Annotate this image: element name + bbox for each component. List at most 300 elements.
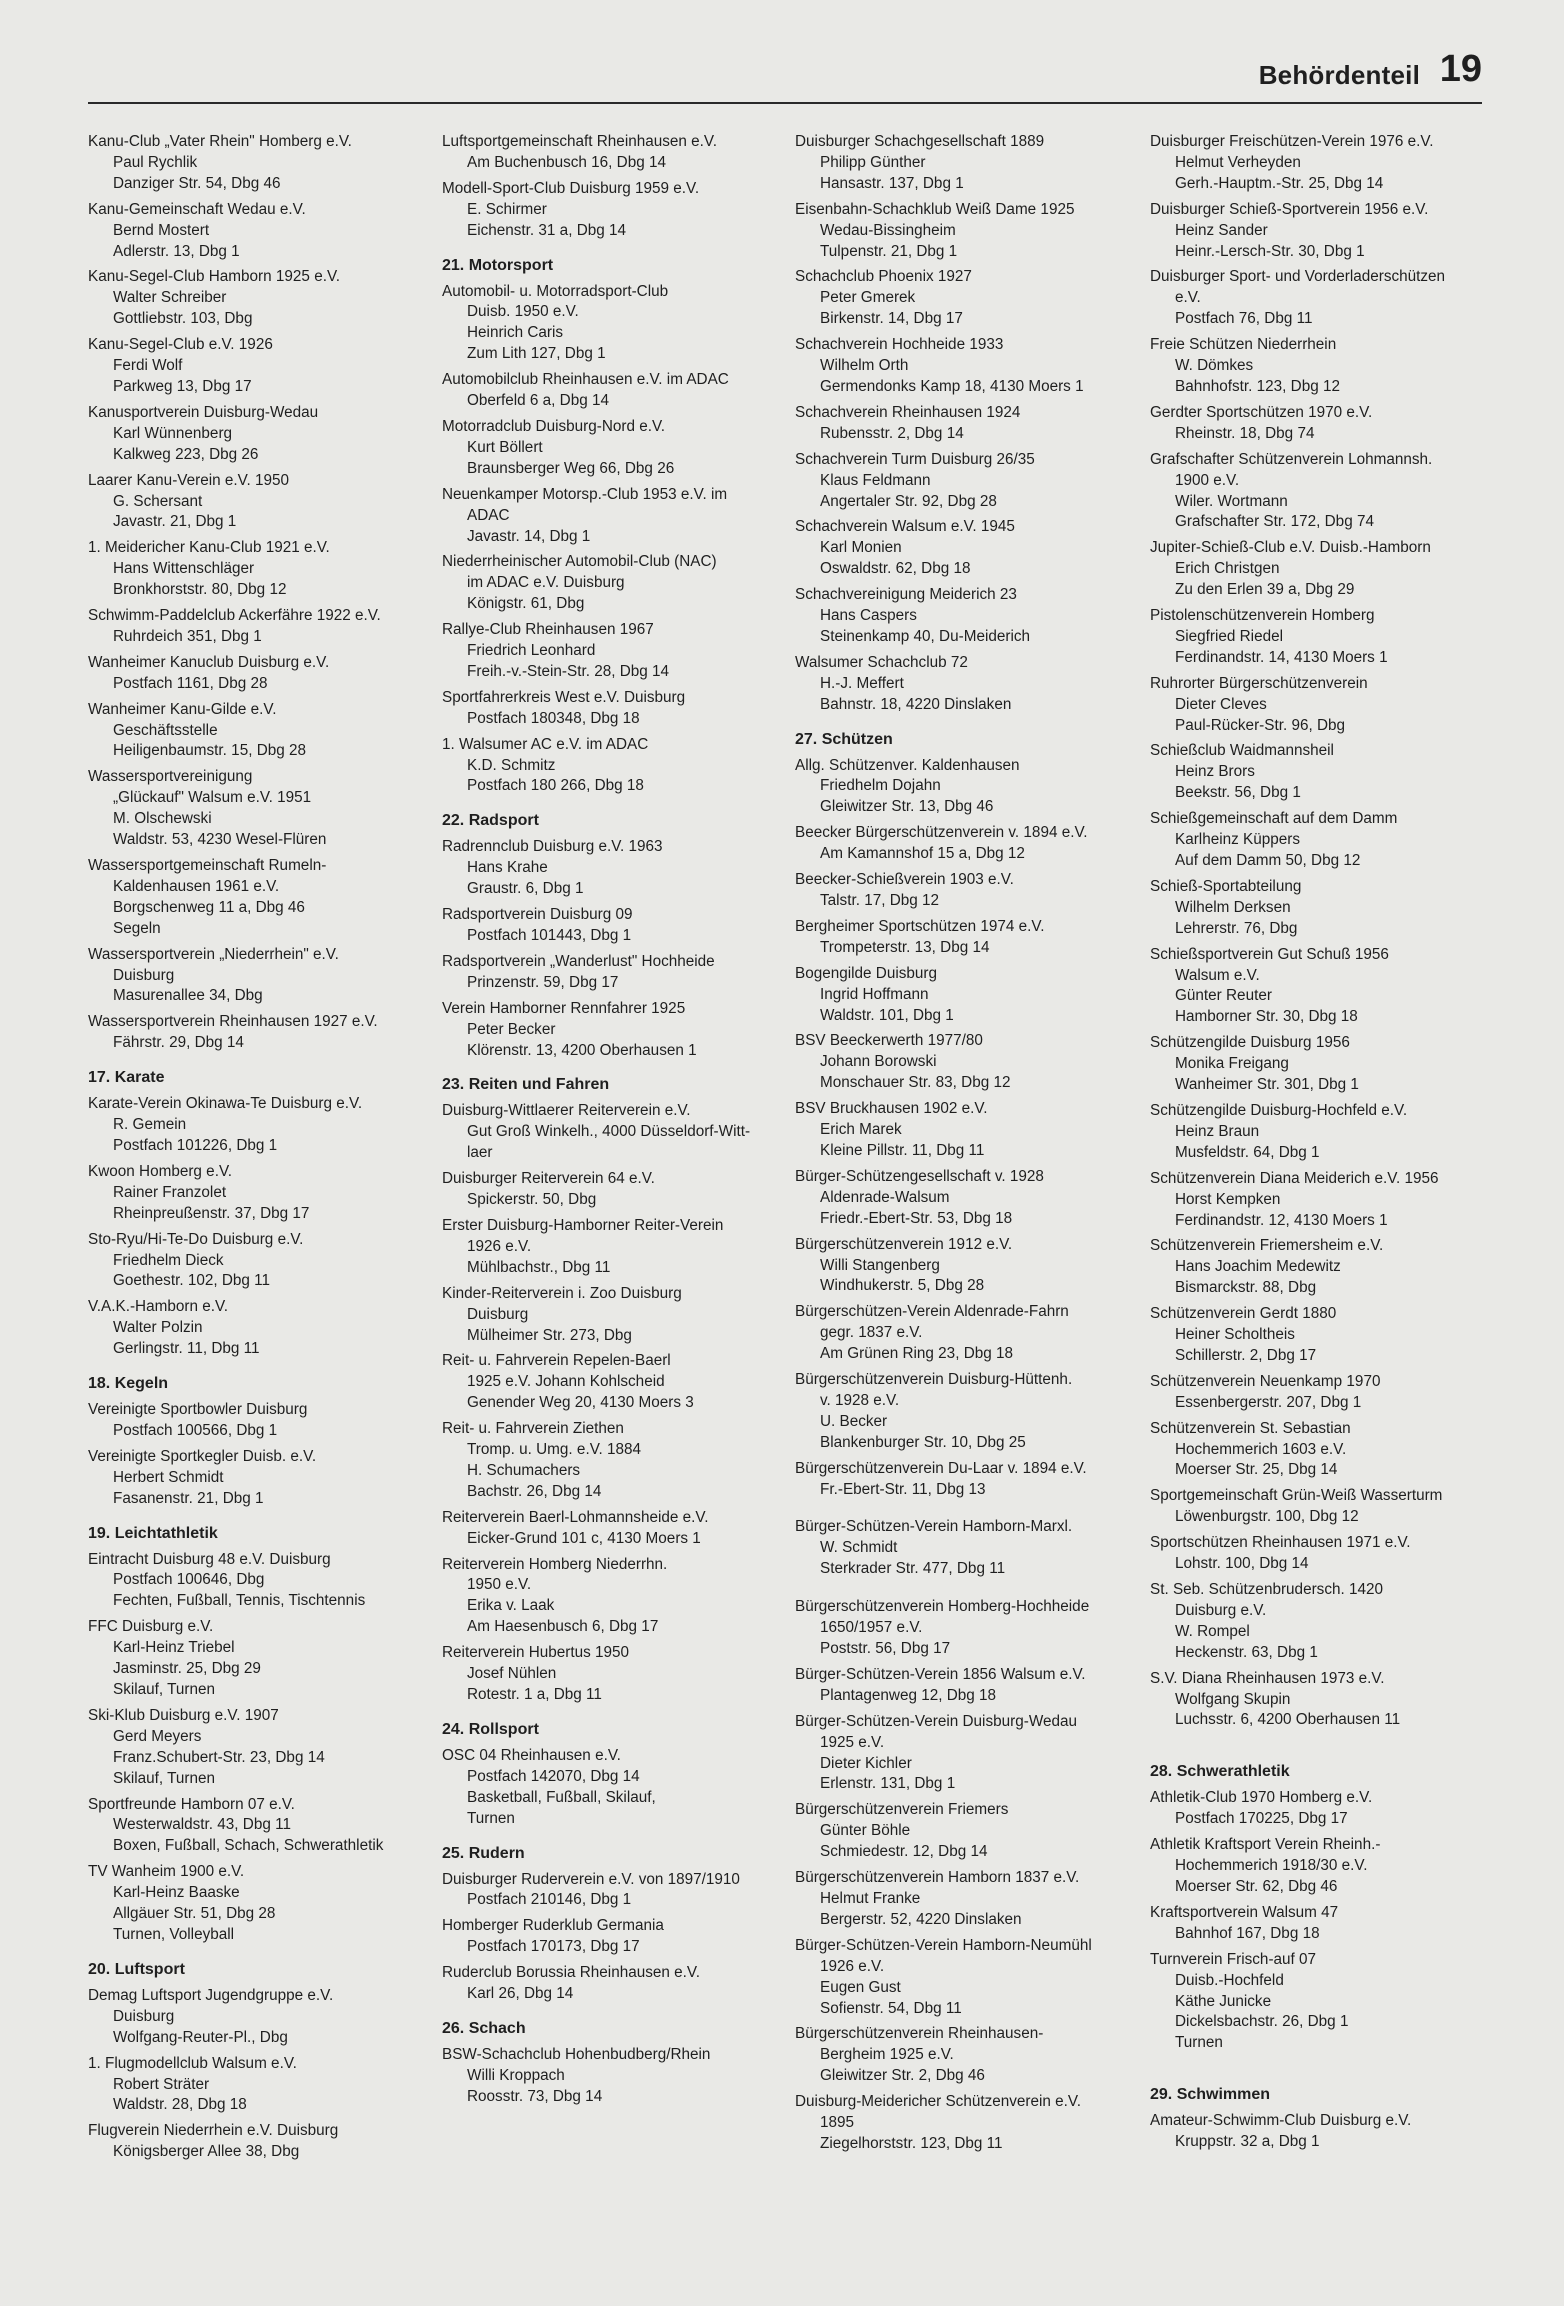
directory-entry — [1150, 267, 1490, 330]
entry-detail: Am Grünen Ring 23, Dbg 18 — [820, 1345, 1014, 1363]
entry-detail: Goethestr. 102, Dbg 11 — [113, 1272, 271, 1290]
entry-detail: Beekstr. 56, Dbg 1 — [1175, 784, 1301, 802]
entry-detail: Lohstr. 100, Dbg 14 — [1175, 1555, 1309, 1573]
directory-entry — [795, 585, 1135, 648]
entry-detail: Tromp. u. Umg. e.V. 1884 — [467, 1441, 642, 1459]
directory-entry — [88, 132, 428, 195]
directory-entry — [795, 917, 1135, 959]
entry-detail: Heinz Sander — [1175, 221, 1268, 239]
entry-name: Beecker-Schießverein 1903 e.V. — [795, 871, 1014, 889]
entry-detail: Heinrich Caris — [467, 324, 564, 342]
directory-entry — [1150, 200, 1490, 263]
directory-entry — [442, 1555, 782, 1639]
entry-detail: Karlheinz Küppers — [1175, 831, 1300, 849]
directory-entry — [442, 1419, 782, 1503]
directory-entry — [795, 517, 1135, 580]
entry-detail: Germendonks Kamp 18, 4130 Moers 1 — [820, 377, 1084, 395]
directory-entry — [88, 1706, 428, 1790]
entry-name: Bogengilde Duisburg — [795, 964, 938, 982]
entry-name: TV Wanheim 1900 e.V. — [88, 1863, 245, 1881]
entry-detail: W. Rompel — [1175, 1622, 1250, 1640]
section-heading: 29. Schwimmen — [1150, 2086, 1271, 2104]
directory-entry — [442, 1643, 782, 1706]
entry-detail: Talstr. 17, Dbg 12 — [820, 892, 940, 909]
directory-entry — [442, 735, 782, 798]
directory-entry — [1150, 1169, 1490, 1232]
entry-name: BSV Bruckhausen 1902 e.V. — [795, 1100, 988, 1118]
entry-name: Kraftsportverein Walsum 47 — [1150, 1903, 1339, 1921]
entry-detail: Aldenrade-Walsum — [820, 1188, 950, 1206]
entry-name: Bürger-Schützen-Verein Duisburg-Wedau — [795, 1712, 1078, 1730]
entry-detail: Boxen, Fußball, Schach, Schwerathletik — [113, 1837, 384, 1855]
directory-entry — [1150, 877, 1490, 940]
entry-name: Wanheimer Kanu-Gilde e.V. — [88, 700, 277, 718]
entry-detail: Postfach 100566, Dbg 1 — [113, 1421, 278, 1439]
entry-detail: Erich Christgen — [1175, 560, 1280, 578]
entry-detail: Musfeldstr. 64, Dbg 1 — [1175, 1143, 1320, 1161]
entry-name: Schwimm-Paddelclub Ackerfähre 1922 e.V. — [88, 607, 381, 625]
entry-detail: Basketball, Fußball, Skilauf, — [467, 1788, 656, 1806]
entry-name: Automobil- u. Motorradsport-Club — [442, 282, 669, 300]
directory-entry — [88, 267, 428, 330]
entry-name: Vereinigte Sportkegler Duisb. e.V. — [88, 1447, 317, 1465]
directory-entry — [88, 2054, 428, 2117]
entry-detail: Monschauer Str. 83, Dbg 12 — [820, 1074, 1011, 1092]
directory-entry — [88, 1297, 428, 1360]
directory-entry — [88, 1162, 428, 1225]
directory-entry — [442, 2045, 782, 2108]
directory-entry — [442, 485, 782, 548]
directory-entry — [442, 1216, 782, 1279]
entry-detail: Wolfgang-Reuter-Pl., Dbg — [113, 2028, 288, 2046]
entry-detail: Rheinstr. 18, Dbg 74 — [1175, 424, 1315, 442]
entry-detail: Philipp Günther — [820, 153, 926, 171]
directory-entry — [1150, 606, 1490, 669]
directory-entry — [442, 282, 782, 366]
entry-detail: Steinenkamp 40, Du-Meiderich — [820, 627, 1031, 645]
entry-detail: Rotestr. 1 a, Dbg 11 — [467, 1686, 602, 1703]
directory-entry — [88, 700, 428, 763]
entry-detail: 1895 — [820, 2114, 855, 2132]
entry-detail: Postfach 170173, Dbg 17 — [467, 1938, 640, 1956]
entry-detail: Fasanenstr. 21, Dbg 1 — [113, 1489, 264, 1507]
directory-entry — [88, 538, 428, 601]
entry-detail: Bronkhorststr. 80, Dbg 12 — [113, 581, 287, 599]
entry-name: Verein Hamborner Rennfahrer 1925 — [442, 999, 686, 1017]
directory-entry — [795, 1031, 1135, 1094]
directory-entry — [795, 1868, 1135, 1931]
section-heading: 28. Schwerathletik — [1150, 1763, 1290, 1781]
entry-detail: Gut Groß Winkelh., 4000 Düsseldorf-Witt- — [467, 1123, 751, 1141]
directory-entry — [795, 200, 1135, 263]
entry-detail: Angertaler Str. 92, Dbg 28 — [820, 492, 997, 510]
directory-entry — [795, 1302, 1135, 1365]
entry-name: Wanheimer Kanuclub Duisburg e.V. — [88, 653, 330, 671]
directory-entry — [88, 767, 428, 851]
directory-entry — [442, 688, 782, 730]
section-heading: 27. Schützen — [795, 730, 893, 748]
entry-detail: laer — [467, 1144, 493, 1162]
entry-detail: Tulpenstr. 21, Dbg 1 — [820, 242, 958, 260]
page-header — [88, 48, 1482, 104]
directory-entry — [1150, 1533, 1490, 1575]
entry-name: Bürgerschützenverein Duisburg-Hüttenh. — [795, 1371, 1073, 1389]
entry-name: Demag Luftsport Jugendgruppe e.V. — [88, 1986, 334, 2004]
entry-name: Freie Schützen Niederrhein — [1150, 336, 1337, 354]
entry-detail: Postfach 180 266, Dbg 18 — [467, 777, 644, 795]
directory-entry — [795, 653, 1135, 716]
entry-name: Walsumer Schachclub 72 — [795, 653, 968, 671]
entry-detail: Eichenstr. 31 a, Dbg 14 — [467, 221, 627, 239]
directory-entry — [88, 1986, 428, 2049]
entry-name: Duisburg-Meidericher Schützenverein e.V. — [795, 2093, 1081, 2111]
entry-name: Erster Duisburg-Hamborner Reiter-Verein — [442, 1216, 724, 1234]
directory-entry — [795, 1936, 1135, 2020]
entry-name: Duisburger Sport- und Vorderladerschützen — [1150, 268, 1446, 286]
entry-name: Beecker Bürgerschützenverein v. 1894 e.V. — [795, 824, 1088, 842]
directory-entry — [795, 1517, 1135, 1580]
entry-detail: Helmut Franke — [820, 1889, 921, 1907]
entry-detail: Fechten, Fußball, Tennis, Tischtennis — [113, 1592, 366, 1610]
entry-name: Schieß-Sportabteilung — [1150, 877, 1302, 895]
entry-detail: Grafschafter Str. 172, Dbg 74 — [1175, 513, 1374, 531]
entry-name: Duisburger Reiterverein 64 e.V. — [442, 1170, 655, 1188]
entry-name: Karate-Verein Okinawa-Te Duisburg e.V. — [88, 1095, 363, 1113]
entry-detail: W. Schmidt — [820, 1539, 898, 1557]
directory-entry — [1150, 132, 1490, 195]
directory-entry — [1150, 1372, 1490, 1414]
entry-detail: Blankenburger Str. 10, Dbg 25 — [820, 1433, 1026, 1451]
entry-name: Sportfreunde Hamborn 07 e.V. — [88, 1795, 295, 1813]
entry-name: Allg. Schützenver. Kaldenhausen — [795, 756, 1020, 774]
entry-detail: Hans Wittenschläger — [113, 560, 255, 578]
entry-detail: Heckenstr. 63, Dbg 1 — [1175, 1643, 1318, 1661]
entry-detail: Ferdi Wolf — [113, 357, 183, 375]
entry-name: Kanu-Segel-Club e.V. 1926 — [88, 336, 273, 354]
directory-entry — [1150, 1580, 1490, 1664]
section-heading: 23. Reiten und Fahren — [442, 1076, 610, 1094]
entry-detail: Helmut Verheyden — [1175, 153, 1301, 171]
directory-entry — [442, 1351, 782, 1414]
entry-detail: Roosstr. 73, Dbg 14 — [467, 2087, 603, 2105]
entry-name: Kanu-Gemeinschaft Wedau e.V. — [88, 200, 306, 218]
entry-detail: Klörenstr. 13, 4200 Oberhausen 1 — [467, 1041, 697, 1059]
entry-detail: Karl 26, Dbg 14 — [467, 1985, 574, 2003]
directory-entry — [1150, 450, 1490, 534]
entry-detail: Hans Joachim Medewitz — [1175, 1258, 1341, 1276]
directory-entry — [795, 823, 1135, 865]
directory-entry — [1150, 741, 1490, 804]
entry-detail: Bahnstr. 18, 4220 Dinslaken — [820, 695, 1012, 713]
entry-name: Schützengilde Duisburg 1956 — [1150, 1034, 1350, 1052]
entry-detail: H.-J. Meffert — [820, 674, 904, 692]
directory-entry — [795, 1459, 1135, 1501]
entry-name: Duisburger Ruderverein e.V. von 1897/1910 — [442, 1870, 740, 1888]
entry-name: Motorradclub Duisburg-Nord e.V. — [442, 417, 666, 435]
entry-detail: Turnen — [1175, 2034, 1223, 2052]
entry-detail: Spickerstr. 50, Dbg — [467, 1191, 597, 1209]
entry-detail: Karl-Heinz Baaske — [113, 1884, 240, 1902]
entry-detail: Kruppstr. 32 a, Dbg 1 — [1175, 2133, 1320, 2151]
entry-detail: Javastr. 14, Dbg 1 — [467, 527, 591, 545]
entry-name: Sportgemeinschaft Grün-Weiß Wasserturm — [1150, 1487, 1443, 1505]
page-number: 19 — [1439, 48, 1482, 90]
entry-detail: Danziger Str. 54, Dbg 46 — [113, 174, 281, 192]
entry-detail: Kurt Böllert — [467, 438, 543, 456]
entry-name: Reiterverein Homberg Niederrhn. — [442, 1555, 668, 1573]
entry-detail: Prinzenstr. 59, Dbg 17 — [467, 973, 619, 991]
entry-name: Athletik Kraftsport Verein Rheinh.- — [1150, 1836, 1381, 1854]
entry-detail: Hans Krahe — [467, 859, 548, 877]
entry-detail: Birkenstr. 14, Dbg 17 — [820, 310, 963, 328]
entry-name: Duisburger Freischützen-Verein 1976 e.V. — [1150, 133, 1434, 150]
entry-detail: Oberfeld 6 a, Dbg 14 — [467, 392, 610, 410]
entry-detail: Wilhelm Orth — [820, 357, 909, 375]
entry-detail: Peter Gmerek — [820, 289, 916, 307]
directory-entry — [88, 606, 428, 648]
entry-detail: Segeln — [113, 919, 161, 937]
entry-detail: M. Olschewski — [113, 810, 212, 828]
entry-name: Kanu-Club „Vater Rhein" Homberg e.V. — [88, 133, 352, 150]
entry-name: Wassersportverein Rheinhausen 1927 e.V. — [88, 1013, 378, 1031]
directory-entry — [1150, 2111, 1490, 2153]
entry-detail: Turnen, Volleyball — [113, 1925, 235, 1943]
entry-detail: Hansastr. 137, Dbg 1 — [820, 174, 964, 192]
entry-detail: Herbert Schmidt — [113, 1468, 224, 1486]
entry-detail: Westerwaldstr. 43, Dbg 11 — [113, 1816, 291, 1834]
entry-detail: Parkweg 13, Dbg 17 — [113, 377, 252, 395]
entry-name: Gerdter Sportschützen 1970 e.V. — [1150, 403, 1373, 421]
entry-name: Niederrheinischer Automobil-Club (NAC) — [442, 553, 717, 571]
entry-name: Bürgerschützenverein Homberg-Hochheide — [795, 1598, 1090, 1616]
entry-detail: Duisburg — [113, 2007, 175, 2025]
directory-entry — [1150, 1304, 1490, 1367]
entry-detail: Trompeterstr. 13, Dbg 14 — [820, 938, 990, 956]
entry-detail: Am Kamannshof 15 a, Dbg 12 — [820, 845, 1025, 863]
page-header-title: Behördenteil — [1258, 60, 1420, 90]
entry-name: Reit- u. Fahrverein Repelen-Baerl — [442, 1352, 671, 1370]
directory-entry — [442, 370, 782, 412]
entry-name: Radsportverein Duisburg 09 — [442, 906, 633, 924]
entry-name: Schießsportverein Gut Schuß 1956 — [1150, 945, 1389, 963]
entry-name: Schießgemeinschaft auf dem Damm — [1150, 810, 1398, 828]
entry-detail: „Glückauf" Walsum e.V. 1951 — [113, 789, 312, 807]
entry-detail: Bernd Mostert — [113, 221, 210, 239]
directory-entry — [88, 945, 428, 1008]
entry-name: 1. Flugmodellclub Walsum e.V. — [88, 2054, 297, 2072]
entry-name: Ski-Klub Duisburg e.V. 1907 — [88, 1706, 279, 1724]
entry-name: Bürgerschützenverein 1912 e.V. — [795, 1235, 1013, 1253]
entry-detail: Luchsstr. 6, 4200 Oberhausen 11 — [1175, 1711, 1401, 1729]
entry-detail: Karl-Heinz Triebel — [113, 1639, 235, 1657]
entry-detail: Karl Monien — [820, 539, 902, 557]
entry-detail: Masurenallee 34, Dbg — [113, 987, 263, 1005]
entry-detail: im ADAC e.V. Duisburg — [467, 574, 625, 592]
directory-entry — [88, 856, 428, 940]
entry-detail: Dieter Kichler — [820, 1754, 912, 1772]
entry-detail: 1950 e.V. — [467, 1576, 532, 1594]
section-heading: 25. Rudern — [442, 1844, 525, 1862]
entry-detail: Rainer Franzolet — [113, 1183, 227, 1201]
entry-detail: Postfach 76, Dbg 11 — [1175, 310, 1313, 328]
entry-name: BSW-Schachclub Hohenbudberg/Rhein — [442, 2045, 711, 2063]
entry-name: Schützenverein Diana Meiderich e.V. 1956 — [1150, 1169, 1439, 1187]
entry-detail: Bahnhofstr. 123, Dbg 12 — [1175, 377, 1340, 395]
entry-detail: Sofienstr. 54, Dbg 11 — [820, 1999, 962, 2017]
entry-detail: Paul-Rücker-Str. 96, Dbg — [1175, 716, 1346, 734]
entry-name: Sto-Ryu/Hi-Te-Do Duisburg e.V. — [88, 1230, 304, 1248]
entry-detail: Duisburg e.V. — [1175, 1601, 1267, 1619]
spacer — [1150, 1736, 1490, 1748]
entry-name: Bürgerschützenverein Du-Laar v. 1894 e.V. — [795, 1459, 1087, 1477]
directory-entry — [88, 653, 428, 695]
entry-detail: Dieter Cleves — [1175, 695, 1267, 713]
entry-detail: Duisb.-Hochfeld — [1175, 1971, 1284, 1989]
entry-detail: Postfach 180348, Dbg 18 — [467, 709, 640, 727]
entry-detail: Turnen — [467, 1809, 515, 1827]
directory-entry — [795, 1597, 1135, 1660]
entry-name: Sportschützen Rheinhausen 1971 e.V. — [1150, 1534, 1411, 1552]
entry-name: FFC Duisburg e.V. — [88, 1618, 214, 1636]
entry-detail: Lehrerstr. 76, Dbg — [1175, 919, 1298, 937]
entry-detail: Peter Becker — [467, 1020, 556, 1038]
entry-detail: Postfach 210146, Dbg 1 — [467, 1891, 632, 1909]
directory-entry — [88, 1012, 428, 1054]
entry-detail: v. 1928 e.V. — [820, 1391, 900, 1409]
entry-name: Schützenverein Neuenkamp 1970 — [1150, 1372, 1381, 1390]
entry-detail: Moerser Str. 25, Dbg 14 — [1175, 1461, 1338, 1479]
directory-entry — [88, 2121, 428, 2163]
directory-entry — [1150, 1486, 1490, 1528]
entry-detail: Eugen Gust — [820, 1978, 901, 1996]
directory-entry — [88, 1862, 428, 1946]
directory-entry — [1150, 809, 1490, 872]
entry-detail: Paul Rychlik — [113, 153, 198, 171]
entry-detail: Am Haesenbusch 6, Dbg 17 — [467, 1618, 659, 1636]
entry-name: Bürgerschützen-Verein Aldenrade-Fahrn — [795, 1303, 1069, 1321]
directory-entry — [442, 1508, 782, 1550]
entry-detail: Heinr.-Lersch-Str. 30, Dbg 1 — [1175, 242, 1365, 260]
entry-detail: Genender Weg 20, 4130 Moers 3 — [467, 1394, 694, 1412]
entry-name: Schützenverein Friemersheim e.V. — [1150, 1237, 1384, 1255]
entry-name: Pistolenschützenverein Homberg — [1150, 607, 1375, 625]
entry-detail: Karl Wünnenberg — [113, 424, 233, 442]
directory-entry — [795, 1099, 1135, 1162]
entry-detail: Erich Marek — [820, 1121, 902, 1139]
entry-detail: Hochemmerich 1603 e.V. — [1175, 1440, 1347, 1458]
directory-entry — [1150, 1835, 1490, 1898]
entry-detail: gegr. 1837 e.V. — [820, 1324, 923, 1342]
section-heading: 26. Schach — [442, 2019, 526, 2037]
directory-entry — [1150, 674, 1490, 737]
directory-entry — [442, 179, 782, 242]
directory-entry — [1150, 1419, 1490, 1482]
entry-detail: Gottliebstr. 103, Dbg — [113, 310, 253, 328]
entry-name: Turnverein Frisch-auf 07 — [1150, 1950, 1317, 1968]
entry-name: BSV Beeckerwerth 1977/80 — [795, 1032, 983, 1050]
entry-name: Schachverein Rheinhausen 1924 — [795, 403, 1021, 421]
entry-name: OSC 04 Rheinhausen e.V. — [442, 1746, 621, 1764]
section-heading: 20. Luftsport — [88, 1960, 185, 1978]
entry-detail: Kleine Pillstr. 11, Dbg 11 — [820, 1141, 985, 1159]
directory-entry — [795, 964, 1135, 1027]
entry-name: Bürgerschützenverein Friemers — [795, 1801, 1009, 1819]
section-heading: 18. Kegeln — [88, 1375, 169, 1393]
entry-detail: Mülheimer Str. 273, Dbg — [467, 1326, 632, 1344]
entry-detail: Duisb. 1950 e.V. — [467, 303, 579, 321]
entry-name: St. Seb. Schützenbrudersch. 1420 — [1150, 1581, 1384, 1598]
directory-entry — [442, 552, 782, 615]
entry-name: Bürgerschützenverein Rheinhausen- — [795, 2025, 1044, 2043]
directory-entry — [88, 403, 428, 466]
entry-detail: Friedrich Leonhard — [467, 642, 596, 660]
entry-name: Vereinigte Sportbowler Duisburg — [88, 1401, 308, 1419]
directory-entry — [88, 1230, 428, 1293]
entry-name: Wassersportvereinigung — [88, 768, 253, 786]
entry-detail: Postfach 170225, Dbg 17 — [1175, 1810, 1348, 1828]
entry-name: Duisburger Schieß-Sportverein 1956 e.V. — [1150, 200, 1429, 218]
entry-name: Radsportverein „Wanderlust" Hochheide — [442, 952, 715, 970]
entry-detail: Willi Kroppach — [467, 2066, 565, 2084]
entry-name: Kinder-Reiterverein i. Zoo Duisburg — [442, 1284, 682, 1302]
entry-detail: Postfach 142070, Dbg 14 — [467, 1767, 640, 1785]
entry-detail: Josef Nühlen — [467, 1665, 557, 1683]
entry-name: V.A.K.-Hamborn e.V. — [88, 1298, 229, 1316]
section-heading: 24. Rollsport — [442, 1720, 539, 1738]
directory-entry — [88, 1795, 428, 1858]
column-3 — [795, 132, 1135, 2160]
entry-name: Neuenkamper Motorsp.-Club 1953 e.V. im — [442, 485, 728, 503]
entry-detail: Klaus Feldmann — [820, 471, 931, 489]
entry-name: Flugverein Niederrhein e.V. Duisburg — [88, 2122, 339, 2140]
directory-entry — [88, 1447, 428, 1510]
directory-entry — [1150, 1950, 1490, 2055]
entry-name: Kwoon Homberg e.V. — [88, 1162, 232, 1180]
directory-entry — [795, 403, 1135, 445]
entry-detail: G. Schersant — [113, 492, 203, 510]
entry-name: Bürgerschützenverein Hamborn 1837 e.V. — [795, 1869, 1080, 1887]
entry-detail: Essenbergerstr. 207, Dbg 1 — [1175, 1393, 1362, 1411]
entry-detail: Fr.-Ebert-Str. 11, Dbg 13 — [820, 1480, 986, 1498]
entry-detail: Schillerstr. 2, Dbg 17 — [1175, 1346, 1317, 1364]
entry-detail: Duisburg — [467, 1305, 529, 1323]
entry-name: Schützengilde Duisburg-Hochfeld e.V. — [1150, 1101, 1408, 1119]
entry-detail: Duisburg — [113, 966, 175, 984]
directory-entry — [442, 1870, 782, 1912]
directory-entry — [795, 1167, 1135, 1230]
entry-detail: Auf dem Damm 50, Dbg 12 — [1175, 852, 1361, 869]
entry-name: Bürger-Schützen-Verein Hamborn-Neumühl — [795, 1936, 1092, 1954]
entry-name: S.V. Diana Rheinhausen 1973 e.V. — [1150, 1669, 1385, 1687]
directory-entry — [795, 335, 1135, 398]
entry-detail: Günter Böhle — [820, 1822, 911, 1840]
directory-entry — [442, 132, 782, 174]
directory-entry — [1150, 538, 1490, 601]
entry-detail: Ingrid Hoffmann — [820, 985, 929, 1003]
spacer — [795, 1505, 1135, 1517]
entry-detail: Walter Schreiber — [113, 289, 227, 307]
directory-entry — [88, 1617, 428, 1701]
directory-entry — [1150, 1788, 1490, 1830]
entry-detail: 1925 e.V. Johann Kohlscheid — [467, 1373, 665, 1391]
entry-detail: Ruhrdeich 351, Dbg 1 — [113, 627, 262, 645]
entry-name: Schachvereinigung Meiderich 23 — [795, 586, 1017, 604]
entry-name: Reiterverein Baerl-Lohmannsheide e.V. — [442, 1508, 709, 1526]
entry-name: Jupiter-Schieß-Club e.V. Duisb.-Hamborn — [1150, 539, 1431, 557]
column-1 — [88, 132, 428, 2168]
entry-detail: Gerh.-Hauptm.-Str. 25, Dbg 14 — [1175, 174, 1384, 192]
entry-detail: Bismarckstr. 88, Dbg — [1175, 1279, 1317, 1297]
